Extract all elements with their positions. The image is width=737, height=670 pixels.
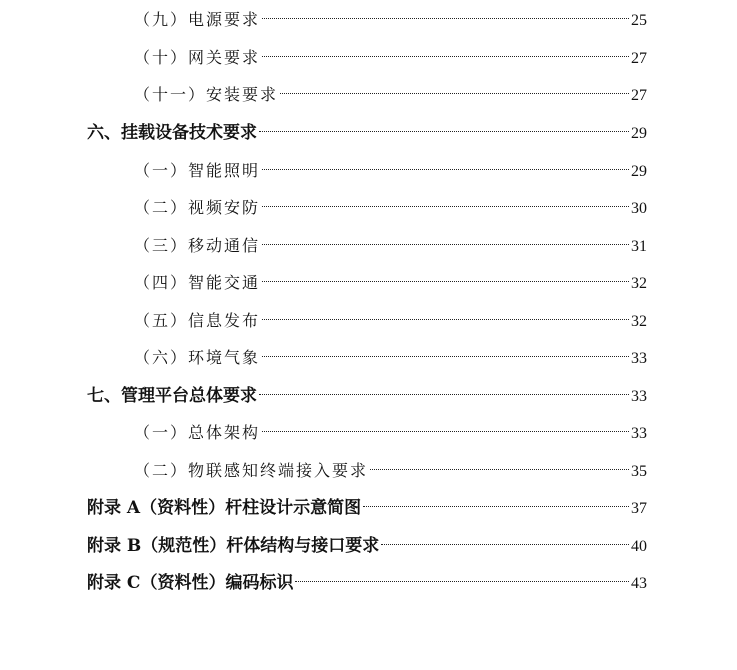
toc-entry-title: （六）环境气象 bbox=[134, 348, 261, 367]
toc-entry-title: （四）智能交通 bbox=[134, 273, 261, 292]
toc-leader-dots bbox=[259, 131, 629, 132]
toc-entry[interactable] bbox=[87, 533, 647, 559]
toc-entry-title: 附录 A（资料性）杆柱设计示意简图 bbox=[87, 498, 362, 518]
toc-entry[interactable] bbox=[134, 195, 647, 221]
toc-entry-title: 附录 B（规范性）杆体结构与接口要求 bbox=[87, 536, 380, 556]
toc-leader-dots bbox=[262, 244, 629, 245]
toc-page-number: 31 bbox=[631, 238, 647, 255]
toc-page-number: 30 bbox=[631, 200, 647, 217]
toc-entry[interactable] bbox=[134, 420, 647, 446]
toc-page-number: 40 bbox=[631, 538, 647, 555]
toc-leader-dots bbox=[295, 581, 629, 582]
toc-entry[interactable] bbox=[134, 82, 647, 108]
toc-entry-title: （九）电源要求 bbox=[134, 10, 261, 29]
toc-leader-dots bbox=[363, 506, 629, 507]
toc-entry[interactable] bbox=[134, 308, 647, 334]
toc-entry[interactable] bbox=[134, 158, 647, 184]
toc-page-number: 32 bbox=[631, 275, 647, 292]
toc-page-number: 37 bbox=[631, 500, 647, 517]
toc-entry[interactable] bbox=[134, 458, 647, 484]
toc-entry-title: （三）移动通信 bbox=[134, 236, 261, 255]
toc-leader-dots bbox=[262, 18, 629, 19]
toc-entry-title: 六、挂载设备技术要求 bbox=[87, 123, 257, 143]
toc-entry[interactable] bbox=[134, 345, 647, 371]
toc-page-number: 33 bbox=[631, 350, 647, 367]
toc-leader-dots bbox=[262, 356, 629, 357]
toc-entry-title: 附录 C（资料性）编码标识 bbox=[87, 573, 294, 593]
toc-leader-dots bbox=[262, 281, 629, 282]
toc-leader-dots bbox=[381, 544, 629, 545]
toc-entry[interactable] bbox=[134, 233, 647, 259]
toc-leader-dots bbox=[262, 206, 629, 207]
toc-entry-title: （二）物联感知终端接入要求 bbox=[134, 461, 369, 480]
toc-entry-title: （一）智能照明 bbox=[134, 161, 261, 180]
toc-page-number: 29 bbox=[631, 125, 647, 142]
toc-leader-dots bbox=[280, 93, 629, 94]
toc-entry-title: （十）网关要求 bbox=[134, 48, 261, 67]
toc-entry[interactable] bbox=[134, 7, 647, 33]
toc-entry-title: （五）信息发布 bbox=[134, 311, 261, 330]
toc-entry[interactable] bbox=[134, 270, 647, 296]
toc-page-number: 32 bbox=[631, 313, 647, 330]
toc-entry[interactable] bbox=[87, 383, 647, 409]
toc-entry[interactable] bbox=[134, 45, 647, 71]
toc-leader-dots bbox=[259, 394, 629, 395]
toc-entry[interactable] bbox=[87, 570, 647, 596]
toc-entry-title: （二）视频安防 bbox=[134, 198, 261, 217]
toc-page-number: 35 bbox=[631, 463, 647, 480]
toc-entry-title: （十一）安装要求 bbox=[134, 85, 279, 104]
toc-page-number: 27 bbox=[631, 87, 647, 104]
toc-leader-dots bbox=[262, 319, 629, 320]
toc-page-number: 25 bbox=[631, 12, 647, 29]
toc-leader-dots bbox=[262, 56, 629, 57]
toc-page-number: 29 bbox=[631, 163, 647, 180]
toc-entry[interactable] bbox=[87, 120, 647, 146]
toc-page-number: 33 bbox=[631, 425, 647, 442]
toc-leader-dots bbox=[370, 469, 629, 470]
toc-leader-dots bbox=[262, 169, 629, 170]
toc-leader-dots bbox=[262, 431, 629, 432]
toc-page-number: 33 bbox=[631, 388, 647, 405]
toc-entry-title: （一）总体架构 bbox=[134, 423, 261, 442]
toc-page-number: 43 bbox=[631, 575, 647, 592]
toc-page-number: 27 bbox=[631, 50, 647, 67]
toc-entry[interactable] bbox=[87, 495, 647, 521]
toc-entry-title: 七、管理平台总体要求 bbox=[87, 386, 257, 406]
